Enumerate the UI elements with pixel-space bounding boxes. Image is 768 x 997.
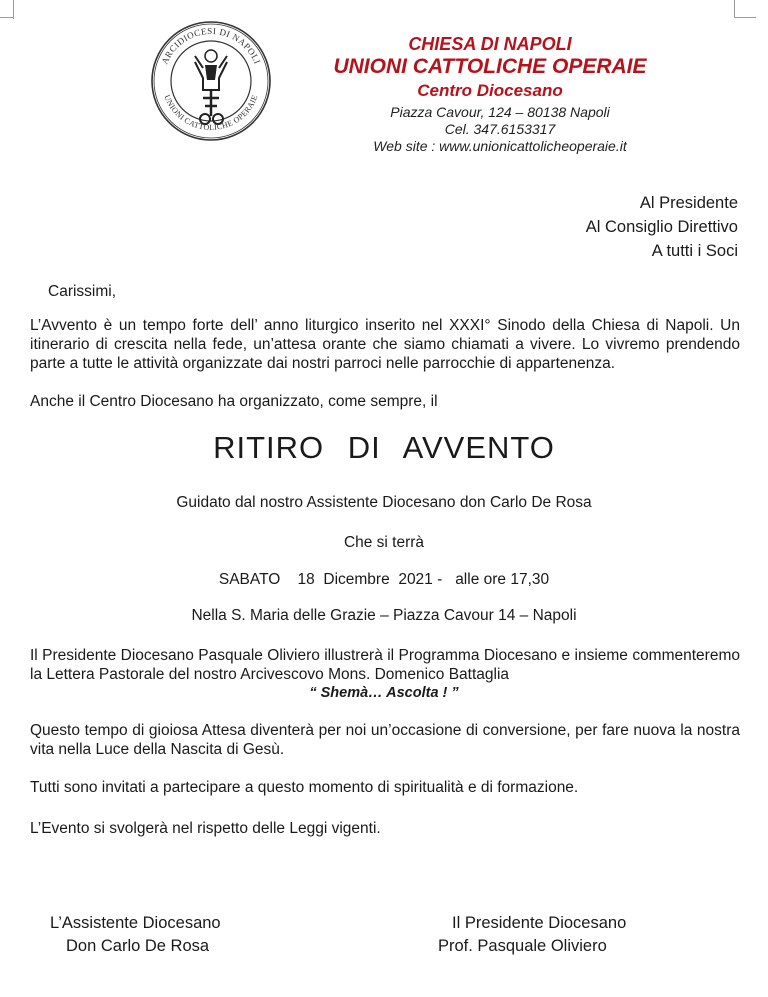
signature-left-name: Don Carlo De Rosa <box>66 937 210 955</box>
crop-mark-top-left-horizontal <box>0 17 14 18</box>
event-title: RITIRO DI AVVENTO <box>213 430 555 465</box>
svg-text:ARCIDIOCESI DI NAPOLI <box>159 26 262 66</box>
signature-right-role: Il Presidente Diocesano <box>452 914 627 932</box>
signature-right-name: Prof. Pasquale Oliviero <box>438 937 607 955</box>
pastoral-letter-quote: “ Shemà… Ascolta ! ” <box>309 685 459 701</box>
seal-ring-text-top: ARCIDIOCESI DI NAPOLI <box>159 25 263 66</box>
saint-head-icon <box>205 50 217 62</box>
greeting: Carissimi, <box>48 283 117 300</box>
invitation-paragraph: Tutti sono invitati a partecipare a questo momento di spiritualità e di formazione. <box>30 779 579 796</box>
event-guide: Guidato dal nostro Assistente Diocesano don Carlo De Rosa <box>176 494 592 511</box>
crop-mark-top-right-horizontal <box>734 17 756 18</box>
crop-mark-top-right <box>734 0 735 18</box>
event-place: Nella S. Maria delle Grazie – Piazza Cavour 14 – Napoli <box>191 607 577 624</box>
signature-left-role: L’Assistente Diocesano <box>50 914 221 932</box>
cross-anchor-icon <box>203 90 219 116</box>
header-phone: Cel. 347.6153317 <box>444 121 556 137</box>
program-paragraph: Il Presidente Diocesano Pasquale Oliviero illustrerà il Programma Diocesano e insieme commenteremo la Lettera Pastorale del nostro Arcivescovo Mons. Domenico Battaglia <box>30 647 740 683</box>
header-centre: Centro Diocesano <box>417 81 563 100</box>
event-held: Che si terrà <box>343 534 425 551</box>
regulations-paragraph: L’Evento si svolgerà nel rispetto delle Leggi vigenti. <box>30 820 381 837</box>
recipient-line-1: Al Presidente <box>639 194 738 212</box>
intro-announcement: Anche il Centro Diocesano ha organizzato, come sempre, il <box>30 393 438 410</box>
header-organization: UNIONI CATTOLICHE OPERAIE <box>333 55 647 78</box>
saint-figure-icon <box>205 65 217 80</box>
event-date: SABATO 18 Dicembre 2021 - alle ore 17,30 <box>218 571 550 588</box>
header-website[interactable]: Web site : www.unionicattolicheoperaie.it <box>373 138 627 154</box>
header-address: Piazza Cavour, 124 – 80138 Napoli <box>390 104 610 120</box>
header-church: CHIESA DI NAPOLI <box>408 34 572 54</box>
advent-paragraph: Questo tempo di gioiosa Attesa diventerà per noi un’occasione di conversione, per fare nuova la nostra vita nella Luce della Nascita di Gesù. <box>30 722 740 758</box>
seal-ring-text-bottom: UNIONI CATTOLICHE OPERAIE <box>162 93 260 133</box>
diocese-seal-logo <box>150 20 272 142</box>
recipient-line-2: Al Consiglio Direttivo <box>585 218 738 236</box>
intro-paragraph: L’Avvento è un tempo forte dell’ anno liturgico inserito nel XXXI° Sinodo della Chiesa di Napoli. Un itinerario di crescita nella fede, un’attesa orante che siamo chiamati a vivere. Lo vivremo prendendo parte a tutte le attività organizzate dai nostri parroci nelle parrocchie di appartenenza. <box>30 317 740 372</box>
recipient-line-3: A tutti i Soci <box>651 242 738 260</box>
